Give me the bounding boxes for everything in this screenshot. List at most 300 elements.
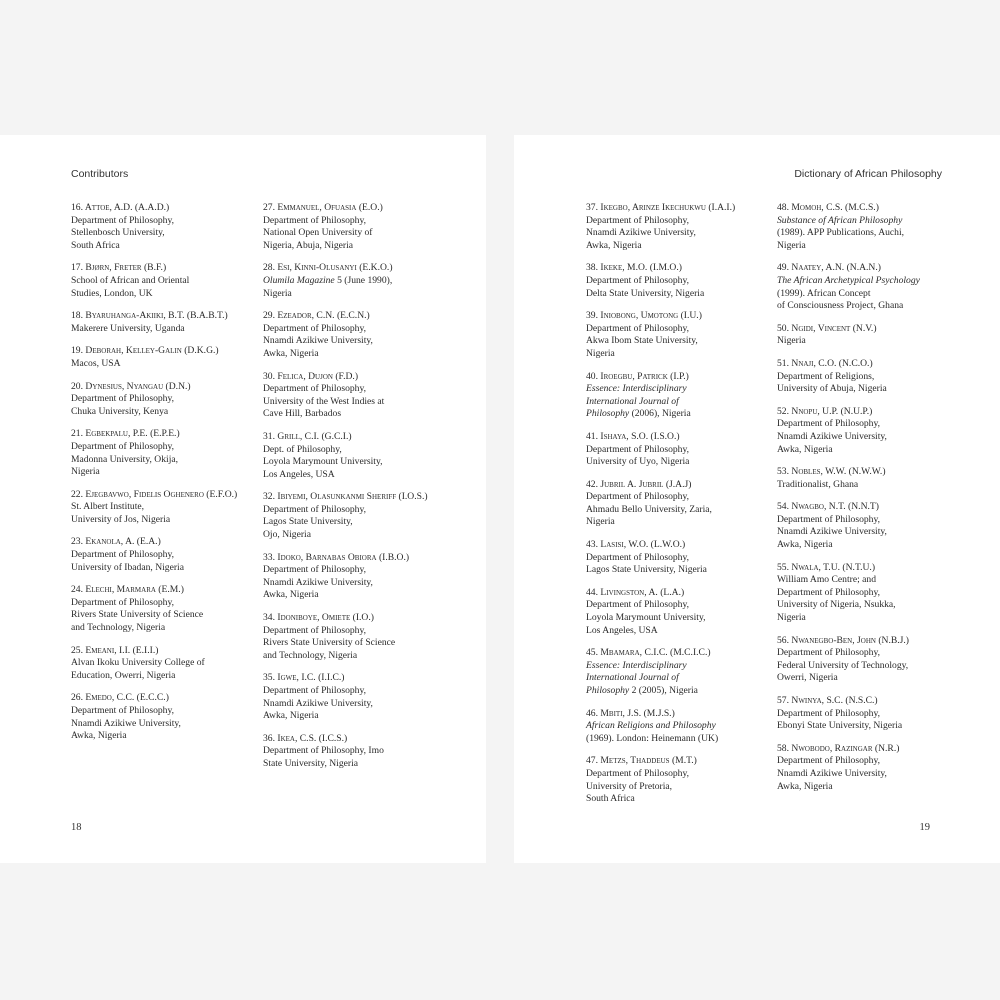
contributor-name: 32. Ibiyemi, Olasunkanmi Sheriff (I.O.S.) [263, 491, 428, 503]
affiliation-line [586, 383, 771, 396]
contributor-entry [586, 647, 771, 697]
affiliation-text: Awka, Nigeria [777, 539, 833, 551]
affiliation-line [777, 215, 952, 228]
affiliation-text: and Technology, Nigeria [263, 649, 358, 661]
contributor-entry [71, 310, 256, 335]
affiliation-line [777, 431, 952, 444]
contributor-entry [777, 743, 952, 793]
affiliation-text: University of Pretoria, [586, 780, 673, 792]
publication-title: Essence: Interdisciplinary [586, 659, 687, 671]
affiliation-line [263, 685, 433, 698]
affiliation-text: Education, Owerri, Nigeria [71, 669, 176, 681]
affiliation-line [71, 215, 256, 228]
affiliation-line [71, 358, 256, 371]
affiliation-line [777, 288, 952, 301]
affiliation-line [586, 625, 771, 638]
affiliation-text: South Africa [71, 239, 120, 251]
affiliation-line [586, 396, 771, 409]
affiliation-line [586, 768, 771, 781]
affiliation-text: Lagos State University, Nigeria [586, 564, 707, 576]
contributors-column [586, 202, 771, 816]
contributor-entry [777, 635, 952, 685]
affiliation-text: (1969). London: Heinemann (UK) [586, 732, 719, 744]
affiliation-text: Department of Philosophy, [263, 624, 367, 636]
affiliation-line [263, 564, 433, 577]
right-page [514, 135, 1000, 863]
affiliation-text: Madonna University, Okija, [71, 453, 179, 465]
affiliation-text: William Amo Centre; and [777, 574, 876, 586]
affiliation-line [777, 444, 952, 457]
affiliation-text: Loyola Marymount University, [263, 456, 383, 468]
affiliation-line [71, 323, 256, 336]
affiliation-text: Department of Philosophy, [586, 443, 690, 455]
affiliation-text: Department of Philosophy, [71, 549, 175, 561]
affiliation-text: University of the West Indies at [263, 395, 385, 407]
affiliation-line [263, 650, 433, 663]
contributor-entry [263, 552, 433, 602]
affiliation-line [586, 348, 771, 361]
affiliation-text: Department of Philosophy, [586, 767, 690, 779]
affiliation-line [777, 371, 952, 384]
contributor-entry [263, 733, 433, 771]
affiliation-line [586, 215, 771, 228]
contributors-column [777, 202, 952, 803]
affiliation-line [263, 240, 433, 253]
affiliation-line [263, 383, 433, 396]
affiliation-line [586, 408, 771, 421]
contributor-name: 19. Deborah, Kelley-Galin (D.K.G.) [71, 345, 219, 357]
contributor-entry [586, 587, 771, 637]
affiliation-line [263, 469, 433, 482]
contributor-entry [586, 708, 771, 746]
contributor-entry [263, 262, 433, 300]
affiliation-line [263, 758, 433, 771]
affiliation-text: Nigeria [777, 239, 806, 251]
contributor-entry [777, 695, 952, 733]
contributor-entry [777, 202, 952, 252]
affiliation-text: Nigeria [777, 612, 806, 624]
contributor-name: 29. Ezeador, C.N. (E.C.N.) [263, 310, 370, 322]
affiliation-text: Department of Philosophy, [777, 755, 881, 767]
affiliation-line [71, 275, 256, 288]
contributor-entry [71, 489, 256, 527]
affiliation-text: Lagos State University, [263, 516, 353, 528]
affiliation-text: National Open University of [263, 227, 373, 239]
affiliation-text: Awka, Nigeria [263, 710, 319, 722]
affiliation-line [777, 227, 952, 240]
affiliation-text: Department of Philosophy, [263, 214, 367, 226]
affiliation-text: Department of Philosophy, [586, 551, 690, 563]
affiliation-text: School of African and Oriental [71, 274, 190, 286]
contributors-column [263, 202, 433, 781]
contributor-name: 16. Attoe, A.D. (A.A.D.) [71, 202, 170, 213]
affiliation-line [777, 647, 952, 660]
contributor-entry [71, 381, 256, 419]
contributor-name: 27. Emmanuel, Ofuasia (E.O.) [263, 202, 383, 213]
affiliation-line [263, 637, 433, 650]
publication-title: African Religions and Philosophy [586, 720, 716, 732]
affiliation-text: Macos, USA [71, 357, 121, 369]
contributor-entry [586, 755, 771, 805]
publication-title: Philosophy [586, 685, 630, 696]
affiliation-text: Nigeria [71, 466, 100, 478]
affiliation-line [71, 441, 256, 454]
contributor-name: 24. Elechi, Marmara (E.M.) [71, 584, 184, 596]
affiliation-line [777, 300, 952, 313]
affiliation-text: Department of Philosophy, [263, 383, 367, 395]
affiliation-line [777, 599, 952, 612]
running-head-left: Contributors [71, 168, 129, 180]
contributor-name: 47. Metzs, Thaddeus (M.T.) [586, 755, 697, 767]
affiliation-line [777, 574, 952, 587]
affiliation-line [71, 514, 256, 527]
contributor-name: 21. Egbekpalu, P.E. (E.P.E.) [71, 428, 180, 440]
page-number-left: 18 [71, 822, 82, 833]
affiliation-line [586, 288, 771, 301]
contributor-name: 36. Ikea, C.S. (I.C.S.) [263, 732, 348, 744]
running-head-right: Dictionary of African Philosophy [794, 168, 942, 180]
affiliation-line [777, 240, 952, 253]
affiliation-text: Department of Philosophy, Imo [263, 745, 384, 757]
affiliation-text: Delta State University, Nigeria [586, 287, 705, 299]
contributor-name: 54. Nwagbo, N.T. (N.N.T) [777, 501, 879, 513]
affiliation-text: Studies, London, UK [71, 287, 153, 299]
affiliation-text: University of Uyo, Nigeria [586, 456, 690, 468]
contributor-entry [777, 501, 952, 551]
contributor-entry [71, 262, 256, 300]
contributor-name: 42. Jubril A. Jubril (J.A.J) [586, 478, 692, 490]
contributor-entry [586, 371, 771, 421]
affiliation-text: Department of Philosophy, [263, 564, 367, 576]
contributor-name: 44. Livingston, A. (L.A.) [586, 586, 685, 598]
affiliation-line [71, 562, 256, 575]
affiliation-line [777, 768, 952, 781]
contributor-name: 34. Idoniboye, Omiete (I.O.) [263, 612, 374, 624]
contributor-entry [777, 262, 952, 312]
contributor-entry [263, 310, 433, 360]
contributor-entry [586, 202, 771, 252]
contributor-entry [777, 562, 952, 625]
contributor-entry [71, 536, 256, 574]
contributor-name: 28. Esi, Kinni-Olusanyi (E.K.O.) [263, 262, 393, 274]
affiliation-line [586, 733, 771, 746]
contributor-entry [71, 584, 256, 634]
affiliation-text: Nnamdi Azikiwe University, [777, 430, 887, 442]
contributor-name: 41. Ishaya, S.O. (I.S.O.) [586, 430, 680, 442]
contributor-name: 51. Nnaji, C.O. (N.C.O.) [777, 357, 873, 369]
affiliation-text: Ojo, Nigeria [263, 529, 311, 541]
affiliation-text: Department of Philosophy, [777, 586, 881, 598]
contributor-entry [263, 491, 433, 541]
contributor-name: 38. Ikeke, M.O. (I.M.O.) [586, 262, 682, 274]
affiliation-line [263, 625, 433, 638]
affiliation-line [586, 599, 771, 612]
affiliation-text: Dept. of Philosophy, [263, 443, 342, 455]
affiliation-line [777, 275, 952, 288]
affiliation-text: of Consciousness Project, Ghana [777, 300, 904, 312]
affiliation-text: Akwa Ibom State University, [586, 335, 698, 347]
affiliation-line [586, 564, 771, 577]
affiliation-text: Nnamdi Azikiwe University, [586, 227, 696, 239]
affiliation-line [586, 456, 771, 469]
affiliation-line [71, 406, 256, 419]
affiliation-line [71, 549, 256, 562]
affiliation-line [586, 275, 771, 288]
affiliation-text: Nigeria [263, 287, 292, 299]
affiliation-text: Department of Philosophy, [263, 503, 367, 515]
affiliation-line [586, 660, 771, 673]
affiliation-text: Nigeria [777, 335, 806, 347]
affiliation-text: Alvan Ikoku University College of [71, 657, 205, 669]
affiliation-line [777, 612, 952, 625]
publication-title: Philosophy [586, 408, 630, 420]
contributor-name: 22. Ejegbavwo, Fidelis Oghenero (E.F.O.) [71, 488, 238, 500]
affiliation-line [263, 323, 433, 336]
affiliation-text: Federal University of Technology, [777, 659, 909, 671]
affiliation-line [71, 609, 256, 622]
affiliation-line [263, 504, 433, 517]
affiliation-line [263, 335, 433, 348]
affiliation-text: St. Albert Institute, [71, 501, 145, 513]
affiliation-line [586, 491, 771, 504]
affiliation-text: Nigeria [586, 347, 615, 359]
publication-details: 5 (June 1990), [334, 274, 393, 286]
contributors-column [71, 202, 256, 753]
affiliation-text: (1999). African Concept [777, 287, 871, 299]
affiliation-text: Owerri, Nigeria [777, 672, 838, 684]
affiliation-text: University of Nigeria, Nsukka, [777, 599, 896, 611]
affiliation-line [777, 479, 952, 492]
affiliation-text: Awka, Nigeria [71, 730, 127, 742]
affiliation-text: University of Jos, Nigeria [71, 513, 171, 525]
contributor-entry [71, 428, 256, 478]
affiliation-line [586, 720, 771, 733]
affiliation-text: Department of Philosophy, [586, 491, 690, 503]
affiliation-text: Awka, Nigeria [777, 443, 833, 455]
affiliation-text: Department of Philosophy, [71, 214, 175, 226]
affiliation-text: Department of Philosophy, [777, 707, 881, 719]
affiliation-line [263, 516, 433, 529]
contributor-name: 23. Ekanola, A. (E.A.) [71, 536, 161, 548]
contributor-entry [777, 406, 952, 456]
affiliation-line [777, 781, 952, 794]
contributor-entry [586, 431, 771, 469]
affiliation-line [586, 323, 771, 336]
affiliation-text: Ahmadu Bello University, Zaria, [586, 503, 712, 515]
contributor-entry [71, 202, 256, 252]
affiliation-line [263, 456, 433, 469]
affiliation-text: Nnamdi Azikiwe University, [71, 717, 181, 729]
affiliation-line [586, 227, 771, 240]
contributor-entry [263, 371, 433, 421]
contributor-entry [71, 645, 256, 683]
affiliation-line [71, 501, 256, 514]
affiliation-text: Awka, Nigeria [777, 780, 833, 792]
affiliation-text: Loyola Marymount University, [586, 612, 706, 624]
publication-title: Essence: Interdisciplinary [586, 383, 687, 395]
contributor-entry [586, 539, 771, 577]
affiliation-line [71, 705, 256, 718]
affiliation-text: Department of Philosophy, [586, 322, 690, 334]
affiliation-line [263, 215, 433, 228]
contributor-entry [586, 262, 771, 300]
affiliation-line [71, 622, 256, 635]
affiliation-line [263, 529, 433, 542]
contributor-entry [263, 672, 433, 722]
affiliation-text: (1989). APP Publications, Auchi, [777, 227, 905, 239]
affiliation-text: Nnamdi Azikiwe University, [263, 576, 373, 588]
affiliation-line [777, 672, 952, 685]
affiliation-text: Department of Philosophy, [263, 685, 367, 696]
affiliation-line [71, 454, 256, 467]
publication-title: International Journal of [586, 672, 679, 684]
affiliation-text: Department of Philosophy, [71, 393, 175, 405]
publication-details: 2 (2005), Nigeria [629, 685, 698, 696]
affiliation-line [777, 587, 952, 600]
affiliation-text: Department of Philosophy, [586, 214, 690, 226]
affiliation-text: State University, Nigeria [263, 757, 359, 769]
publication-title: International Journal of [586, 395, 679, 407]
contributor-name: 57. Nwinya, S.C. (N.S.C.) [777, 695, 878, 706]
affiliation-line [263, 444, 433, 457]
affiliation-line [586, 335, 771, 348]
affiliation-text: Department of Philosophy, [777, 513, 881, 525]
affiliation-line [71, 657, 256, 670]
affiliation-line [586, 240, 771, 253]
left-page [0, 135, 486, 863]
affiliation-text: Los Angeles, USA [263, 468, 335, 480]
affiliation-line [263, 348, 433, 361]
affiliation-text: Department of Philosophy, [71, 596, 175, 608]
affiliation-text: Traditionalist, Ghana [777, 478, 859, 490]
affiliation-text: Nnamdi Azikiwe University, [263, 335, 373, 347]
contributor-name: 40. Iroegbu, Patrick (I.P.) [586, 370, 689, 382]
contributor-name: 53. Nobles, W.W. (N.W.W.) [777, 466, 886, 478]
affiliation-line [586, 672, 771, 685]
contributor-entry [777, 358, 952, 396]
publication-details: (2006), Nigeria [629, 408, 691, 420]
contributor-name: 49. Naatey, A.N. (N.A.N.) [777, 262, 881, 274]
contributor-name: 46. Mbiti, J.S. (M.J.S.) [586, 707, 675, 719]
publication-title: Olumila Magazine [263, 274, 335, 286]
contributor-name: 58. Nwobodo, Razingar (N.R.) [777, 742, 900, 754]
contributor-entry [777, 466, 952, 491]
affiliation-line [263, 396, 433, 409]
contributor-entry [71, 692, 256, 742]
contributor-entry [71, 345, 256, 370]
contributor-entry [263, 202, 433, 252]
affiliation-text: Department of Religions, [777, 370, 875, 382]
affiliation-line [263, 577, 433, 590]
affiliation-text: Rivers State University of Science [263, 637, 396, 649]
affiliation-line [263, 589, 433, 602]
contributor-entry [263, 431, 433, 481]
affiliation-line [71, 393, 256, 406]
affiliation-line [586, 444, 771, 457]
affiliation-text: Department of Philosophy, [586, 274, 690, 286]
contributor-name: 48. Momoh, C.S. (M.C.S.) [777, 202, 879, 213]
affiliation-line [263, 710, 433, 723]
affiliation-line [263, 408, 433, 421]
affiliation-line [777, 755, 952, 768]
affiliation-text: Nnamdi Azikiwe University, [777, 526, 887, 538]
affiliation-text: University of Abuja, Nigeria [777, 383, 887, 395]
affiliation-line [263, 745, 433, 758]
affiliation-text: Department of Philosophy, [71, 440, 175, 452]
contributor-name: 17. Bjørn, Freter (B.F.) [71, 262, 167, 274]
contributor-name: 25. Emeani, I.I. (E.I.I.) [71, 644, 159, 656]
contributor-name: 55. Nwala, T.U. (N.T.U.) [777, 561, 876, 573]
affiliation-text: Department of Philosophy, [71, 705, 175, 716]
affiliation-line [777, 526, 952, 539]
contributor-entry [777, 323, 952, 348]
affiliation-text: Awka, Nigeria [586, 239, 642, 251]
affiliation-line [71, 597, 256, 610]
affiliation-line [71, 240, 256, 253]
affiliation-line [777, 514, 952, 527]
affiliation-line [71, 670, 256, 683]
affiliation-line [263, 288, 433, 301]
affiliation-text: Cave Hill, Barbados [263, 408, 342, 420]
affiliation-line [263, 227, 433, 240]
affiliation-text: Department of Philosophy, [777, 418, 881, 430]
affiliation-text: Makerere University, Uganda [71, 322, 185, 334]
affiliation-line [586, 793, 771, 806]
contributor-name: 50. Ngidi, Vincent (N.V.) [777, 322, 877, 334]
affiliation-text: Awka, Nigeria [263, 589, 319, 601]
publication-title: Substance of African Philosophy [777, 214, 903, 226]
affiliation-text: Nnamdi Azikiwe University, [263, 697, 373, 709]
affiliation-text: Department of Philosophy, [586, 599, 690, 611]
affiliation-line [777, 708, 952, 721]
affiliation-text: Rivers State University of Science [71, 609, 204, 621]
affiliation-line [777, 660, 952, 673]
affiliation-line [777, 335, 952, 348]
affiliation-line [71, 718, 256, 731]
affiliation-line [263, 698, 433, 711]
contributor-name: 33. Idoko, Barnabas Obiora (I.B.O.) [263, 551, 410, 563]
contributor-name: 39. Iniobong, Umotong (I.U.) [586, 310, 702, 322]
affiliation-text: Ebonyi State University, Nigeria [777, 720, 903, 732]
contributor-entry [586, 310, 771, 360]
affiliation-line [777, 383, 952, 396]
affiliation-line [71, 227, 256, 240]
affiliation-line [71, 730, 256, 743]
affiliation-text: South Africa [586, 793, 635, 805]
contributor-name: 20. Dynesius, Nyangau (D.N.) [71, 380, 191, 392]
affiliation-text: Nnamdi Azikiwe University, [777, 767, 887, 779]
contributor-entry [586, 479, 771, 529]
page-number-right: 19 [919, 822, 930, 833]
contributor-name: 18. Byaruhanga-Akiiki, B.T. (B.A.B.T.) [71, 310, 228, 322]
contributor-name: 43. Lasisi, W.O. (L.W.O.) [586, 539, 686, 551]
affiliation-text: Department of Philosophy, [263, 322, 367, 334]
affiliation-line [586, 516, 771, 529]
affiliation-line [71, 288, 256, 301]
contributor-name: 26. Emedo, C.C. (E.C.C.) [71, 692, 169, 704]
affiliation-text: Chuka University, Kenya [71, 405, 169, 417]
affiliation-text: Awka, Nigeria [263, 347, 319, 359]
publication-title: The African Archetypical Psychology [777, 274, 920, 286]
affiliation-text: Nigeria, Abuja, Nigeria [263, 239, 354, 251]
affiliation-text: Los Angeles, USA [586, 624, 658, 636]
contributor-name: 30. Felica, Dujon (F.D.) [263, 370, 359, 382]
affiliation-text: Nigeria [586, 516, 615, 528]
contributor-entry [263, 612, 433, 662]
affiliation-line [586, 612, 771, 625]
contributor-name: 35. Igwe, I.C. (I.I.C.) [263, 672, 345, 684]
affiliation-text: Department of Philosophy, [777, 647, 881, 659]
